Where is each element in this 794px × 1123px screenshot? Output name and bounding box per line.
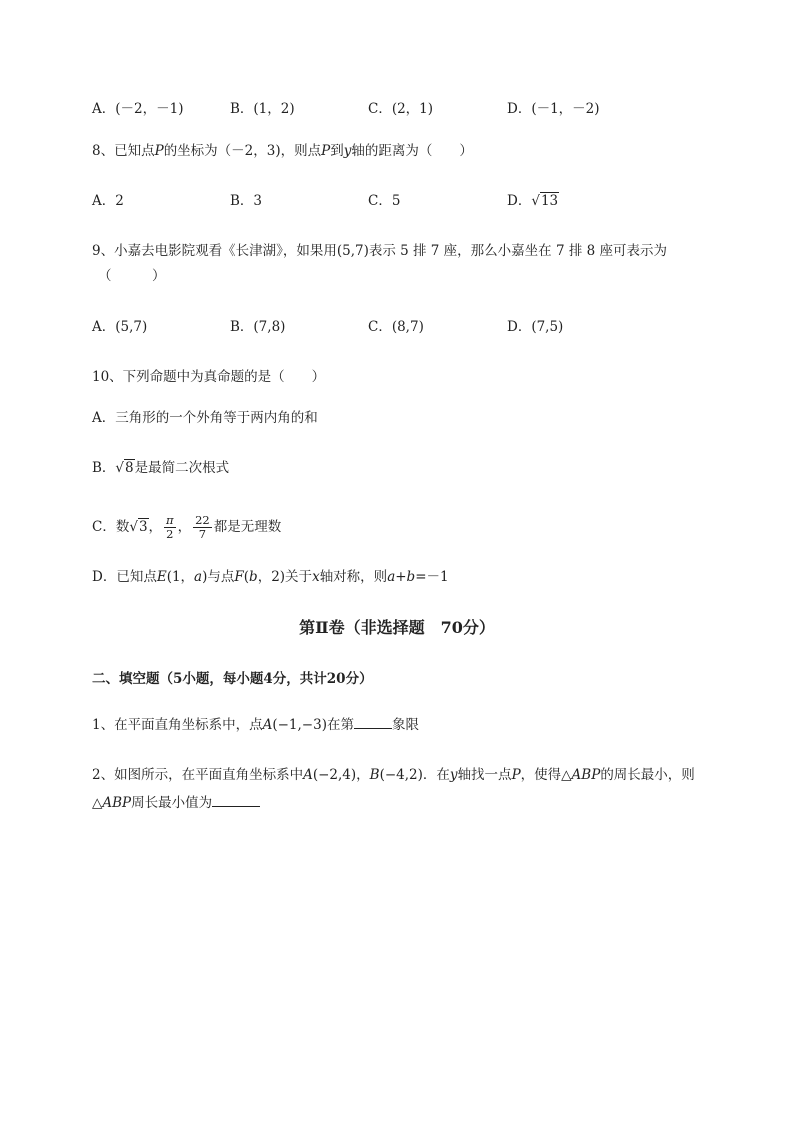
sqrt-expression: √13 [531, 193, 559, 209]
text: (−1,−3)在第 [272, 717, 354, 733]
text: D．已知点 [92, 569, 157, 585]
q8-var-p: P [321, 143, 331, 159]
text: 的周长最小，则 [600, 767, 695, 783]
q9-option-c: C．(8,7) [368, 319, 424, 335]
numerator: π [166, 513, 174, 527]
text: (−2,4)， [312, 767, 370, 783]
var: B [369, 767, 380, 783]
var: P [511, 767, 521, 783]
var: a+b [387, 569, 416, 585]
sqrt-expression: √8 [115, 460, 134, 476]
fraction-22-over-7 [193, 514, 212, 541]
var: ABP [571, 767, 601, 783]
q7-option-c: C．(2，1) [368, 101, 434, 117]
text: ，2)关于 [257, 569, 313, 585]
text: 周长最小值为 [131, 795, 213, 811]
q8-text: 8、已知点 [92, 143, 155, 159]
separator: ， [177, 519, 192, 535]
fill-question-2-line1 [92, 766, 695, 784]
option-text: 是最简二次根式 [134, 460, 230, 476]
q9-option-b: B．(7,8) [230, 319, 286, 335]
denominator: 7 [198, 527, 207, 541]
fill-question-2-line2 [92, 794, 260, 812]
q8-text: 到 [330, 143, 344, 159]
answer-blank[interactable] [212, 806, 260, 807]
var: ABP [102, 795, 132, 811]
text: (1， [166, 569, 195, 585]
sqrt-expression: √3 [129, 519, 148, 535]
var: b [249, 569, 258, 585]
q10-stem: 10、下列命题中为真命题的是（ ） [92, 369, 326, 385]
text: ( [243, 569, 250, 585]
text: 2、如图所示，在平面直角坐标系中 [92, 767, 304, 783]
q9-option-d: D．(7,5) [507, 319, 564, 335]
q10-option-b [92, 459, 229, 477]
q8-text: 的坐标为（－2，3)，则点 [163, 143, 322, 159]
q8-stem [92, 142, 473, 160]
text: 象限 [391, 717, 419, 733]
q10-option-d [92, 568, 449, 586]
q9-stem-line1: 9、小嘉去电影院观看《长津湖》，如果用(5,7)表示 5 排 7 座，那么小嘉坐在 7 排 8 座可表示为 [92, 243, 668, 259]
q8-option-d [507, 192, 559, 210]
var: A [303, 767, 313, 783]
text: 1、在平面直角坐标系中，点 [92, 717, 263, 733]
var: y [449, 767, 458, 783]
radicand: 3 [138, 519, 148, 535]
q7-option-b: B．(1，2) [230, 101, 295, 117]
text: =－1 [415, 569, 449, 585]
q8-text: 轴的距离为（ ） [351, 143, 473, 159]
fraction-pi-over-2 [164, 514, 176, 541]
radicand: 8 [125, 460, 134, 476]
text: )与点 [202, 569, 235, 585]
q8-option-a: A．2 [92, 193, 124, 209]
q7-option-d: D．(－1，－2) [507, 101, 600, 117]
q9-stem-line2: （ ） [98, 268, 166, 284]
radicand: 13 [540, 193, 559, 209]
var: a [194, 569, 203, 585]
var: A [262, 717, 273, 733]
var: F [234, 569, 244, 585]
fill-question-1 [92, 716, 419, 734]
q8-var-y: y [343, 143, 352, 159]
q8-var-p: P [154, 143, 164, 159]
option-text: 都是无理数 [213, 519, 282, 535]
denominator: 2 [166, 527, 174, 541]
option-label: D． [507, 193, 532, 209]
text: 轴对称，则 [319, 569, 388, 585]
text: 轴找一点 [457, 767, 512, 783]
text: (−4,2)．在 [379, 767, 450, 783]
option-label: B． [92, 460, 116, 476]
q7-option-a: A．(－2，－1) [92, 101, 184, 117]
var: E [156, 569, 167, 585]
var: x [312, 569, 320, 585]
q8-option-c: C．5 [368, 193, 401, 209]
q8-option-b: B．3 [230, 193, 263, 209]
text: ，使得△ [520, 767, 572, 783]
separator: ， [148, 519, 163, 535]
option-label: C．数 [92, 519, 130, 535]
numerator: 22 [195, 513, 210, 527]
part-ii-title: 第Ⅱ卷（非选择题 70分） [299, 618, 495, 637]
section-heading: 二、填空题（5小题，每小题4分，共计20分） [92, 671, 373, 687]
q10-option-c [92, 510, 281, 544]
answer-blank[interactable] [354, 728, 392, 729]
text: △ [92, 795, 103, 811]
q10-option-a: A．三角形的一个外角等于两内角的和 [92, 410, 318, 426]
q9-option-a: A．(5,7) [92, 319, 148, 335]
